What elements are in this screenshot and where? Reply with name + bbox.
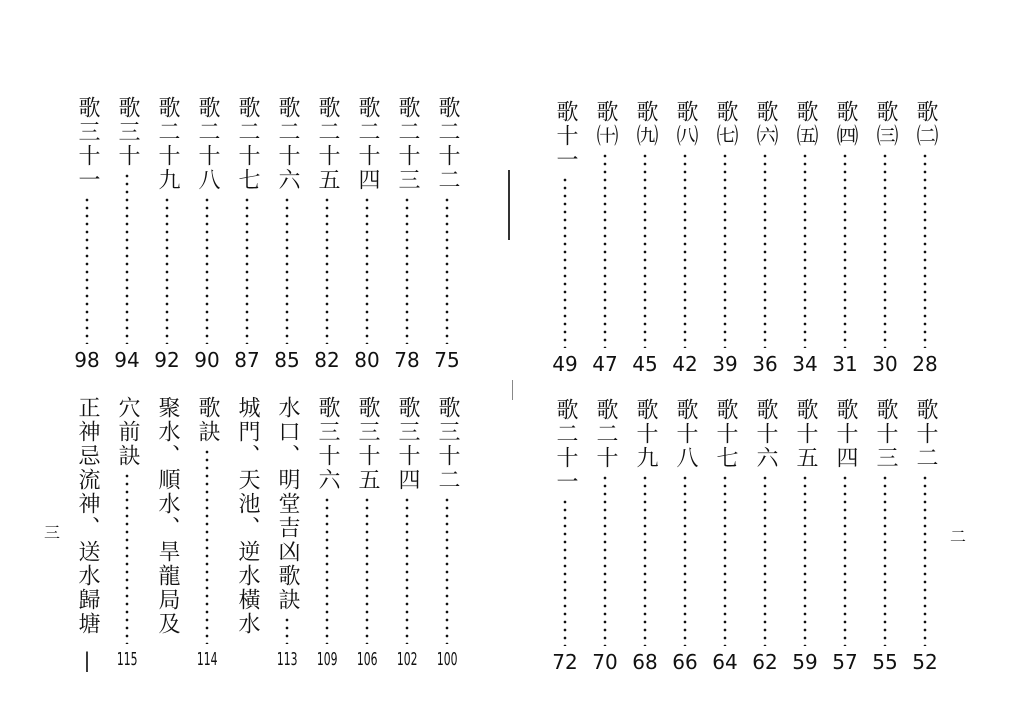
toc-entry bbox=[192, 396, 222, 672]
toc-entry-title: 歌二十七 bbox=[235, 96, 260, 192]
leader-dots bbox=[843, 474, 847, 646]
leader-dots bbox=[445, 196, 449, 344]
leader-dots bbox=[683, 152, 687, 348]
toc-entry-title: 歌十八 bbox=[673, 398, 698, 470]
toc-entry-title: 歌十一 bbox=[553, 100, 578, 172]
toc-entry-page-number: 68 bbox=[632, 650, 658, 674]
toc-entry bbox=[392, 96, 422, 372]
toc-entry bbox=[432, 96, 462, 372]
toc-entry-title: 歌訣 bbox=[195, 396, 220, 444]
toc-entry bbox=[192, 96, 222, 372]
toc-entry bbox=[710, 398, 740, 674]
toc-entry-title: 歌十五 bbox=[793, 398, 818, 470]
toc-entry-page-number: 66 bbox=[672, 650, 698, 674]
leader-dots bbox=[125, 172, 129, 344]
toc-entry-title: 歌三十五 bbox=[355, 396, 380, 492]
toc-entry-title: 歌二十二 bbox=[435, 96, 460, 192]
toc-entry-page-number: | bbox=[83, 648, 91, 672]
toc-entry-title: 正神忌流神、送水歸塘 bbox=[75, 396, 100, 636]
leader-dots bbox=[683, 474, 687, 646]
toc-entry-title: 歌二十六 bbox=[275, 96, 300, 192]
leader-dots bbox=[325, 196, 329, 344]
toc-entry-title: 歌㈡ bbox=[913, 100, 938, 148]
toc-entry-title: 歌㈦ bbox=[713, 100, 738, 148]
toc-entry bbox=[392, 396, 422, 672]
toc-entry-title: 歌十六 bbox=[753, 398, 778, 470]
toc-entry bbox=[590, 398, 620, 674]
toc-entry-page-number: 57 bbox=[832, 650, 858, 674]
leader-dots bbox=[365, 196, 369, 344]
toc-entry-title: 歌㈧ bbox=[673, 100, 698, 148]
toc-entry bbox=[312, 396, 342, 672]
toc-entry-title: 歌㈣ bbox=[833, 100, 858, 148]
toc-entry-title: 城門、天池、逆水橫水 bbox=[235, 396, 260, 636]
toc-entry-page-number: 31 bbox=[832, 352, 858, 376]
leader-dots bbox=[763, 152, 767, 348]
toc-entry-title: 歌二十五 bbox=[315, 96, 340, 192]
toc-entry bbox=[670, 398, 700, 674]
leader-dots bbox=[445, 496, 449, 644]
right-folio: 二 bbox=[950, 527, 967, 546]
toc-entry-page-number: 64 bbox=[712, 650, 738, 674]
toc-entry bbox=[352, 96, 382, 372]
leader-dots bbox=[563, 498, 567, 646]
leader-dots bbox=[803, 474, 807, 646]
toc-entry-title: 歌三十六 bbox=[315, 396, 340, 492]
toc-entry-page-number: 45 bbox=[632, 352, 658, 376]
toc-entry bbox=[72, 96, 102, 372]
toc-entry bbox=[152, 396, 182, 672]
toc-entry-page-number: 62 bbox=[752, 650, 778, 674]
leader-dots bbox=[883, 474, 887, 646]
toc-entry bbox=[910, 398, 940, 674]
toc-entry-page-number: 87 bbox=[234, 348, 260, 372]
toc-entry-page-number: 115 bbox=[116, 649, 138, 670]
toc-entry-page-number: 72 bbox=[552, 650, 578, 674]
toc-entry-page-number: 42 bbox=[672, 352, 698, 376]
page-gutter-mark bbox=[512, 380, 513, 400]
leader-dots bbox=[85, 640, 89, 644]
toc-entry bbox=[72, 396, 102, 672]
toc-entry-page-number: 36 bbox=[752, 352, 778, 376]
toc-entry bbox=[830, 100, 860, 376]
toc-entry-page-number: 28 bbox=[912, 352, 938, 376]
leader-dots bbox=[803, 152, 807, 348]
toc-entry-title: 歌十七 bbox=[713, 398, 738, 470]
toc-entry bbox=[590, 100, 620, 376]
toc-entry-page-number: 92 bbox=[154, 348, 180, 372]
toc-entry bbox=[112, 396, 142, 672]
toc-entry-page-number: 78 bbox=[394, 348, 420, 372]
leader-dots bbox=[325, 496, 329, 644]
toc-entry bbox=[870, 398, 900, 674]
toc-entry bbox=[670, 100, 700, 376]
leader-dots bbox=[165, 196, 169, 344]
toc-entry-title: 穴前訣 bbox=[115, 396, 140, 468]
toc-entry bbox=[272, 96, 302, 372]
toc-entry bbox=[272, 396, 302, 672]
toc-entry-page-number: 109 bbox=[316, 649, 338, 670]
leader-dots bbox=[365, 496, 369, 644]
toc-entry bbox=[630, 398, 660, 674]
leader-dots bbox=[405, 496, 409, 644]
leader-dots bbox=[205, 196, 209, 344]
toc-entry bbox=[830, 398, 860, 674]
toc-entry-title: 歌三十二 bbox=[435, 396, 460, 492]
leader-dots bbox=[603, 474, 607, 646]
toc-entry-title: 歌㈨ bbox=[633, 100, 658, 148]
toc-entry-page-number: 70 bbox=[592, 650, 618, 674]
leader-dots bbox=[643, 152, 647, 348]
toc-entry-title: 歌十二 bbox=[913, 398, 938, 470]
toc-entry bbox=[232, 396, 262, 672]
toc-entry-page-number: 34 bbox=[792, 352, 818, 376]
toc-entry bbox=[312, 96, 342, 372]
toc-entry bbox=[910, 100, 940, 376]
toc-entry-title: 歌二十九 bbox=[155, 96, 180, 192]
leader-dots bbox=[843, 152, 847, 348]
leader-dots bbox=[85, 196, 89, 344]
toc-entry-title: 歌三十 bbox=[115, 96, 140, 168]
leader-dots bbox=[923, 152, 927, 348]
toc-entry-title: 歌三十一 bbox=[75, 96, 100, 192]
leader-dots bbox=[125, 472, 129, 644]
toc-entry-page-number: 30 bbox=[872, 352, 898, 376]
toc-entry bbox=[112, 96, 142, 372]
leader-dots bbox=[723, 474, 727, 646]
toc-entry bbox=[790, 398, 820, 674]
toc-entry bbox=[710, 100, 740, 376]
toc-entry-title: 聚水、順水、旱龍局及 bbox=[155, 396, 180, 636]
leader-dots bbox=[563, 176, 567, 348]
toc-entry-page-number: 102 bbox=[396, 649, 418, 670]
toc-entry-title: 歌㈩ bbox=[593, 100, 618, 148]
toc-entry bbox=[750, 100, 780, 376]
leader-dots bbox=[245, 640, 249, 668]
leader-dots bbox=[643, 474, 647, 646]
toc-entry-page-number: 94 bbox=[114, 348, 140, 372]
toc-entry-page-number: 82 bbox=[314, 348, 340, 372]
toc-entry-title: 歌二十一 bbox=[553, 398, 578, 494]
toc-entry bbox=[750, 398, 780, 674]
toc-entry-page-number: 98 bbox=[74, 348, 100, 372]
leader-dots bbox=[285, 196, 289, 344]
toc-entry-page-number: 106 bbox=[356, 649, 378, 670]
toc-entry-page-number: 59 bbox=[792, 650, 818, 674]
toc-entry bbox=[870, 100, 900, 376]
toc-entry-page-number: 47 bbox=[592, 352, 618, 376]
toc-entry-title: 水口、明堂吉凶歌訣 bbox=[275, 396, 300, 612]
toc-entry bbox=[550, 398, 580, 674]
toc-entry-title: 歌十九 bbox=[633, 398, 658, 470]
toc-entry bbox=[630, 100, 660, 376]
toc-entry-title: 歌十三 bbox=[873, 398, 898, 470]
leader-dots bbox=[603, 152, 607, 348]
toc-entry bbox=[432, 396, 462, 672]
toc-entry-title: 歌二十四 bbox=[355, 96, 380, 192]
toc-entry-title: 歌二十 bbox=[593, 398, 618, 470]
toc-entry-page-number: 80 bbox=[354, 348, 380, 372]
toc-entry-page-number: 75 bbox=[434, 348, 460, 372]
toc-entry-page-number: 52 bbox=[912, 650, 938, 674]
left-folio: 三 bbox=[44, 523, 61, 542]
toc-entry-page-number: 90 bbox=[194, 348, 220, 372]
leader-dots bbox=[165, 640, 169, 668]
toc-entry-page-number: 114 bbox=[196, 649, 218, 670]
leader-dots bbox=[883, 152, 887, 348]
page-gutter-line bbox=[508, 170, 510, 240]
toc-entry-page-number: 39 bbox=[712, 352, 738, 376]
toc-entry bbox=[550, 100, 580, 376]
toc-entry-page-number: 100 bbox=[436, 649, 458, 670]
toc-entry-page-number: 113 bbox=[276, 649, 298, 670]
toc-entry bbox=[232, 96, 262, 372]
toc-entry-title: 歌三十四 bbox=[395, 396, 420, 492]
leader-dots bbox=[923, 474, 927, 646]
leader-dots bbox=[245, 196, 249, 344]
leader-dots bbox=[763, 474, 767, 646]
toc-entry-title: 歌二十三 bbox=[395, 96, 420, 192]
leader-dots bbox=[405, 196, 409, 344]
toc-entry-page-number: 49 bbox=[552, 352, 578, 376]
toc-entry bbox=[352, 396, 382, 672]
toc-entry-title: 歌二十八 bbox=[195, 96, 220, 192]
toc-entry-title: 歌㈢ bbox=[873, 100, 898, 148]
leader-dots bbox=[723, 152, 727, 348]
toc-entry-page-number: 85 bbox=[274, 348, 300, 372]
toc-entry bbox=[790, 100, 820, 376]
toc-entry-title: 歌十四 bbox=[833, 398, 858, 470]
toc-entry-title: 歌㈤ bbox=[793, 100, 818, 148]
toc-entry-title: 歌㈥ bbox=[753, 100, 778, 148]
leader-dots bbox=[285, 616, 289, 644]
leader-dots bbox=[205, 448, 209, 644]
toc-entry-page-number: 55 bbox=[872, 650, 898, 674]
toc-entry bbox=[152, 96, 182, 372]
